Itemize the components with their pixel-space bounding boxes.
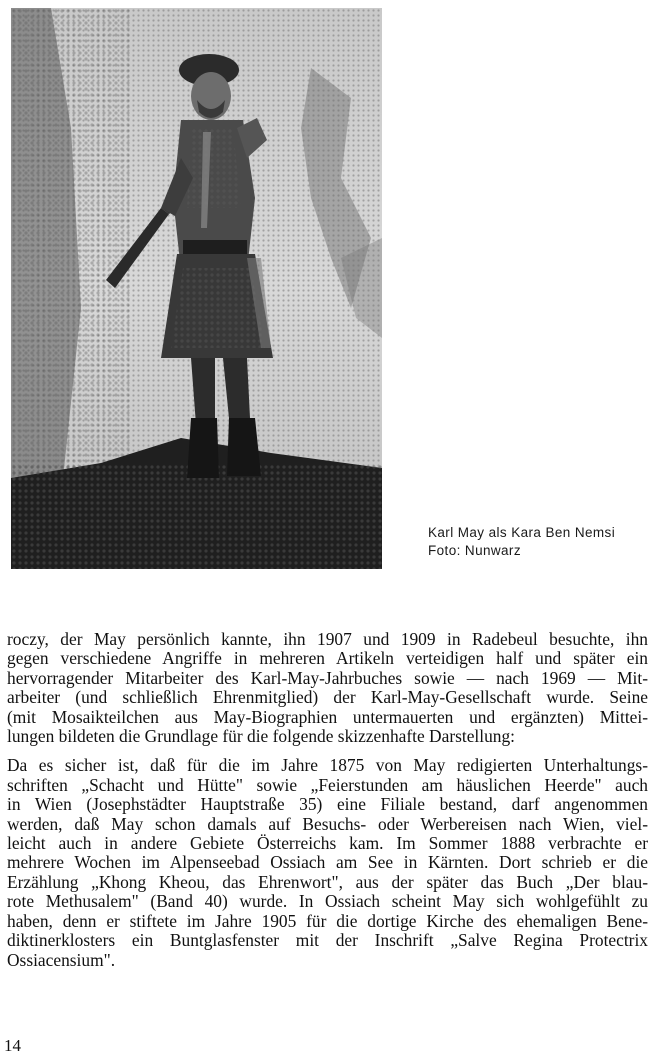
text-line: diktinerklosters ein Buntglasfenster mit der Inschrift „Salve Regina Protectrix (7, 930, 648, 951)
body-text (7, 630, 648, 970)
caption-title: Karl May als Kara Ben Nemsi (428, 525, 616, 540)
paragraph (7, 630, 648, 746)
text-line: arbeiter (und schließlich Ehrenmitglied) der Karl-May-Gesellschaft wurde. Seine (7, 687, 648, 708)
text-line: haben, denn er stiftete im Jahre 1905 für die dortige Kirche des ehemaligen Bene- (7, 910, 648, 931)
text-line: mehrere Wochen im Alpenseebad Ossiach am See in Kärnten. Dort schrieb er die (7, 852, 648, 873)
paragraph (7, 756, 648, 969)
text-line: in Wien (Josephstädter Hauptstraße 35) eine Filiale bestand, darf angenommen (7, 794, 648, 815)
caption-credit: Foto: Nunwarz (428, 543, 521, 558)
photo-karl-may (11, 8, 382, 569)
text-line: hervorragender Mitarbeiter des Karl-May-Jahrbuches sowie — nach 1969 — Mit- (7, 667, 648, 688)
text-line: roczy, der May persönlich kannte, ihn 1907 und 1909 in Radebeul besuchte, ihn (7, 629, 648, 649)
text-line: Ossiacensium". (7, 949, 116, 970)
text-line: (mit Mosaikteilchen aus May-Biographien untermauerten und ergänzten) Mittei- (7, 706, 648, 727)
text-line: Erzählung „Khong Kheou, das Ehrenwort", aus der später das Buch „Der blau- (7, 871, 648, 892)
text-line: werden, daß May schon damals auf Besuchs- oder Werbereisen nach Wien, viel- (7, 813, 648, 834)
text-line: gegen verschiedene Angriffe in mehreren Artikeln verteidigen half und später ein (7, 648, 648, 669)
text-line: leicht auch in andere Gebiete Österreichs kam. Im Sommer 1888 verbrachte er (7, 833, 648, 854)
text-line: Da es sicher ist, daß für die im Jahre 1875 von May redigierten Unterhaltungs- (7, 755, 648, 776)
page-number: 14 (4, 1036, 21, 1055)
text-line: lungen bildeten die Grundlage für die folgende skizzenhafte Darstellung: (7, 726, 516, 747)
photo-image (11, 8, 382, 569)
text-line: rote Methusalem" (Band 40) wurde. In Ossiach scheint May sich wohlgefühlt zu (7, 891, 648, 912)
text-line: schriften „Schacht und Hütte" sowie „Feierstunden am häuslichen Heerde" auch (7, 774, 648, 795)
photo-caption (428, 524, 615, 560)
